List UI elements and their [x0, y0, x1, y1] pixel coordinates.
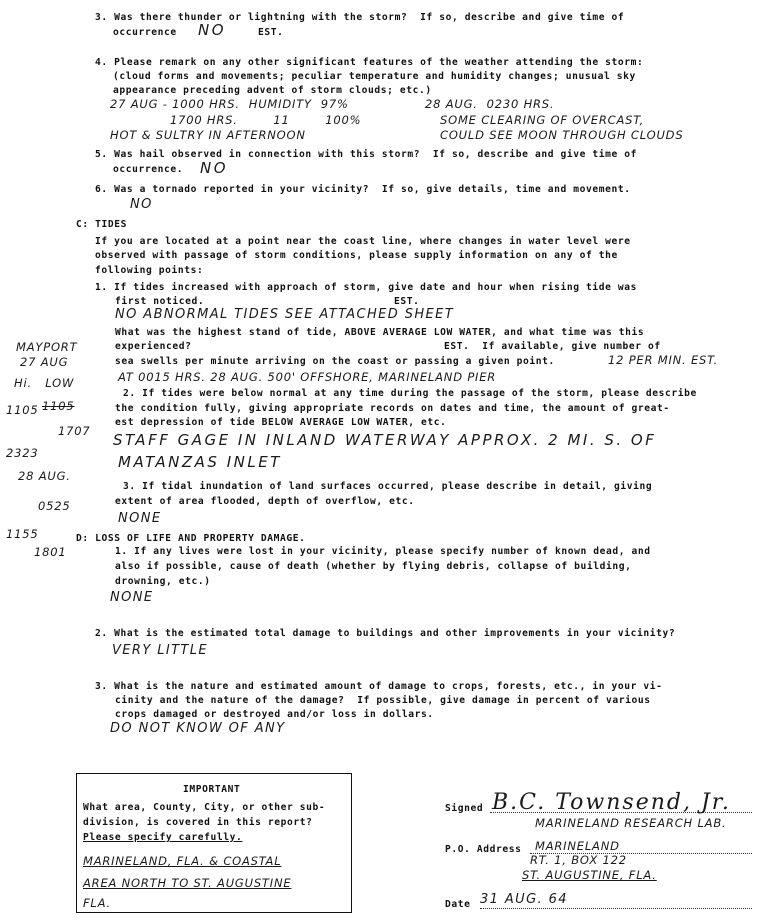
tides-q1-answer-2: AT 0015 HRS. 28 AUG. 500' OFFSHORE, MARINELAND PIER [118, 370, 497, 384]
tides-q1-est: EST. [394, 296, 420, 307]
section-d-heading: D: LOSS OF LIFE AND PROPERTY DAMAGE. [76, 533, 306, 544]
question-3-est-label: EST. [258, 27, 284, 38]
margin-note-date-1: 27 AUG [20, 355, 69, 369]
address-line-3[interactable]: ST. AUGUSTINE, FLA. [522, 868, 657, 882]
important-box-answer-2[interactable]: AREA NORTH TO ST. AUGUSTINE [83, 876, 292, 890]
tides-q1-text-line4b: EST. If available, give number of [444, 341, 661, 352]
damage-q3-answer: DO NOT KNOW OF ANY [110, 721, 286, 736]
tides-q1-swell-answer: 12 PER MIN. EST. [608, 353, 719, 367]
margin-note-mayport: MAYPORT [16, 340, 78, 354]
signature-org: MARINELAND RESEARCH LAB. [535, 816, 727, 830]
date-line [480, 908, 752, 909]
question-4-answer-2: 1700 HRS. 11 100% [170, 113, 362, 127]
question-4-answer-1: 27 AUG - 1000 HRS. HUMIDITY 97% [110, 97, 349, 111]
tides-q1-text: 1. If tides increased with approach of storm, give date and hour when rising tide was [95, 282, 637, 293]
signed-label: Signed [445, 803, 484, 814]
question-3-text: 3. Was there thunder or lightning with the storm? If so, describe and give time of [95, 12, 625, 23]
tides-q2-text: 2. If tides were below normal at any time during the passage of the storm, please describe [123, 388, 697, 399]
margin-note-hi-low: Hi. LOW [14, 376, 75, 390]
section-c-intro-2: observed with passage of storm conditions, please supply information on any of the [95, 250, 618, 261]
address-line-2[interactable]: RT. 1, BOX 122 [530, 853, 627, 867]
tides-q1-text-line2: first noticed. [115, 296, 205, 307]
question-6-text: 6. Was a tornado reported in your vicinity? If so, give details, time and movement. [95, 184, 631, 195]
section-c-intro-3: following points: [95, 265, 204, 276]
question-4-answer-3b: COULD SEE MOON THROUGH CLOUDS [440, 128, 684, 142]
tides-q2-text-line3: est depression of tide BELOW AVERAGE LOW WATER, etc. [115, 417, 447, 428]
important-box-line-1: What area, County, City, or other sub- [83, 802, 326, 813]
tides-q3-text-line2: extent of area flooded, depth of overflow, etc. [115, 496, 415, 507]
damage-q1-answer: NONE [110, 590, 154, 605]
tides-q1-answer: NO ABNORMAL TIDES SEE ATTACHED SHEET [115, 307, 455, 322]
margin-note-time-5: 1155 [6, 527, 39, 541]
margin-note-time-2: 1707 [58, 424, 91, 438]
important-box-answer-1[interactable]: MARINELAND, FLA. & COASTAL [83, 854, 282, 868]
margin-note-time-3: 2323 [6, 446, 39, 460]
question-4-answer-1b: 28 AUG. 0230 HRS. [425, 97, 555, 111]
margin-note-time-struck: 1105 [42, 399, 75, 413]
question-4-answer-2b: SOME CLEARING OF OVERCAST, [440, 113, 645, 127]
question-4-answer-3: HOT & SULTRY IN AFTERNOON [110, 128, 306, 142]
question-5-text: 5. Was hail observed in connection with this storm? If so, describe and give time of [95, 149, 637, 160]
damage-q1-text-line3: drowning, etc.) [115, 576, 211, 587]
tides-q1-text-line5: sea swells per minute arriving on the coast or passing a given point. [115, 356, 555, 367]
section-c-heading: C: TIDES [76, 219, 128, 230]
damage-q3-text-line3: crops damaged or destroyed and/or loss in dollars. [115, 709, 434, 720]
question-4-text: 4. Please remark on any other significant features of the weather attending the storm: [95, 57, 644, 68]
tides-q2-text-line2: the condition fully, giving appropriate records on dates and time, the amount of great- [115, 403, 670, 414]
date-value[interactable]: 31 AUG. 64 [480, 892, 568, 907]
important-box-answer-3[interactable]: FLA. [83, 896, 111, 910]
address-label: P.O. Address [445, 844, 522, 855]
question-5-text-line2: occurrence. [113, 164, 184, 175]
tides-q3-text: 3. If tidal inundation of land surfaces occurred, please describe in detail, giving [123, 481, 653, 492]
question-6-answer: NO [130, 197, 153, 212]
section-c-intro-1: If you are located at a point near the coast line, where changes in water level were [95, 236, 631, 247]
signature-name[interactable]: B.C. Townsend, Jr. [492, 790, 731, 815]
margin-note-time-6: 1801 [34, 545, 67, 559]
address-line-1[interactable]: MARINELAND [535, 839, 620, 853]
tides-q1-text-line4: experienced? [115, 341, 192, 352]
margin-note-date-2: 28 AUG. [18, 469, 71, 483]
question-5-answer: NO [200, 159, 229, 177]
question-3-occurrence-label: occurrence [113, 27, 177, 38]
tides-q2-answer-2: MATANZAS INLET [118, 453, 282, 471]
damage-q3-text: 3. What is the nature and estimated amount of damage to crops, forests, etc., in your vi- [95, 681, 663, 692]
question-4-text-line2: (cloud forms and movements; peculiar temperature and humidity changes; unusual sky [113, 71, 636, 82]
tides-q2-answer-1: STAFF GAGE IN INLAND WATERWAY APPROX. 2 MI. S. OF [113, 431, 657, 449]
margin-note-time-4: 0525 [38, 499, 71, 513]
question-3-answer: NO [198, 21, 227, 39]
tides-q1-text-line3: What was the highest stand of tide, ABOVE AVERAGE LOW WATER, and what time was this [115, 327, 645, 338]
date-label: Date [445, 899, 471, 910]
important-box [76, 773, 352, 913]
important-box-line-2: division, is covered in this report? [83, 817, 313, 828]
important-box-line-3: Please specify carefully. [83, 832, 243, 843]
question-4-text-line3: appearance preceding advent of storm clouds; etc.) [113, 85, 432, 96]
damage-q1-text-line2: also if possible, cause of death (whether by flying debris, collapse of building, [115, 561, 632, 572]
damage-q1-text: 1. If any lives were lost in your vicinity, please specify number of known dead, and [115, 546, 651, 557]
damage-q2-answer: VERY LITTLE [112, 643, 209, 658]
tides-q3-answer: NONE [118, 511, 162, 526]
damage-q2-text: 2. What is the estimated total damage to buildings and other improvements in your vicinity? [95, 628, 676, 639]
margin-note-time-1: 1105 [6, 403, 39, 417]
damage-q3-text-line2: cinity and the nature of the damage? If possible, give damage in percent of various [115, 695, 651, 706]
important-box-title: IMPORTANT [183, 784, 241, 795]
